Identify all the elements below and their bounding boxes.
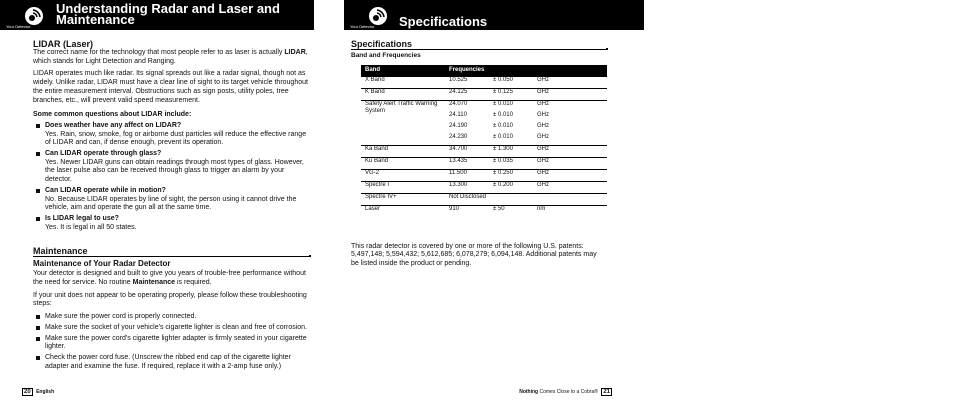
bullet-icon	[36, 189, 40, 193]
bullet-icon	[36, 326, 40, 330]
list-item: Make sure the socket of your vehicle's cigarette lighter is clean and free of corrosion.	[33, 324, 309, 333]
left-header-bar	[0, 0, 314, 30]
lidar-paragraph-1: The correct name for the technology that most people refer to as laser is actually LIDAR, which stands for Light Detection and Ranging.	[33, 49, 308, 65]
maintenance-subheading: Maintenance of Your Radar Detector	[33, 259, 171, 269]
right-content	[351, 39, 606, 273]
rule-dot	[606, 48, 608, 50]
unit-cell: GHz	[537, 76, 549, 83]
frequency-cell: 13.435	[445, 157, 489, 169]
table-row	[361, 88, 607, 100]
page-title: Specifications	[399, 14, 488, 29]
band-cell: Spectre I	[361, 181, 445, 193]
frequency-cell: 13.300	[445, 181, 489, 193]
band-cell: Safety Alert Traffic Warning System	[361, 100, 445, 145]
table-header-row	[361, 65, 607, 77]
page-number: 20	[24, 389, 31, 395]
badge-label: Your Detector	[350, 24, 375, 29]
frequency-cell: 34.700	[445, 145, 489, 157]
patent-notice: This radar detector is covered by one or more of the following U.S. patents: 5,497,148; 5,594,432; 5,612,685; 6,078,279; 6,094,148. Additional patents may be listed inside the product or pending.	[351, 242, 597, 268]
frequency-cell: 11.500	[445, 169, 489, 181]
specifications-rule	[351, 39, 606, 50]
tolerance-cell: ± 0.010	[493, 111, 513, 118]
table-row	[361, 100, 607, 112]
table-row	[361, 145, 607, 157]
faq-item: Is LIDAR legal to use? Yes. It is legal in all 50 states.	[33, 215, 309, 232]
unit-cell: GHz	[533, 169, 607, 181]
tolerance-cell: ± 1.300	[489, 145, 533, 157]
list-item: Make sure the power cord's cigarette lighter adapter is firmly seated in your cigarette lighter.	[33, 335, 309, 352]
band-cell: X Band	[365, 76, 385, 83]
table-row	[361, 169, 607, 181]
band-cell: Ku Band	[361, 157, 445, 169]
maintenance-rule	[33, 246, 309, 257]
frequency-cell: 24.125	[445, 88, 489, 100]
unit-cell: GHz	[537, 122, 549, 129]
left-content	[33, 39, 309, 373]
faq-item: Does weather have any affect on LIDAR? Yes. Rain, snow, smoke, fog or airborne dust particles will reduce the effective range of LIDAR and can, if dense enough, prevent its operation.	[33, 122, 309, 148]
band-cell: Spectre IV+	[361, 193, 445, 205]
unit-cell: GHz	[537, 133, 549, 140]
tolerance-cell: ± 0.010	[493, 133, 513, 140]
left-footer	[20, 388, 54, 396]
frequency-cell: Not Disclosed	[445, 193, 607, 205]
tolerance-cell: ± 0.250	[489, 169, 533, 181]
table-row	[361, 205, 607, 217]
unit-cell: GHz	[537, 111, 549, 118]
bullet-icon	[36, 356, 40, 360]
table-row	[361, 77, 607, 89]
right-page	[344, 0, 644, 420]
band-subheading: Band and Frequencies	[351, 52, 421, 59]
table-row	[361, 181, 607, 193]
table-row	[361, 157, 607, 169]
tolerance-cell: ± 0.050	[493, 76, 513, 83]
frequency-cell: 24.230	[449, 133, 468, 140]
unit-cell: GHz	[533, 88, 607, 100]
page-number: 21	[603, 389, 610, 395]
page-title: Understanding Radar and Laser and Maintenance	[56, 1, 280, 27]
specifications-heading: Specifications	[351, 39, 413, 49]
band-cell: Laser	[361, 205, 445, 217]
faq-item: Can LIDAR operate through glass? Yes. Newer LIDAR guns can obtain readings through most types of glass. However, the laser pulse also can be received through glass to trigger an alarm by your detector.	[33, 150, 309, 185]
table-row	[361, 193, 607, 205]
right-header-bar	[344, 0, 644, 30]
unit-cell: GHz	[533, 157, 607, 169]
footer-tagline: Nothing Comes Close to a Cobra®	[519, 389, 598, 395]
maintenance-heading: Maintenance	[33, 246, 88, 257]
troubleshooting-list	[33, 313, 309, 371]
unit-cell: GHz	[533, 100, 607, 112]
bullet-icon	[36, 124, 40, 128]
frequency-cell: 910	[445, 205, 489, 217]
detector-badge-icon	[25, 7, 43, 25]
tolerance-cell: ± 0.010	[493, 122, 513, 129]
bullet-icon	[36, 217, 40, 221]
bullet-icon	[36, 315, 40, 319]
column-header-frequencies: Frequencies	[445, 65, 607, 77]
tolerance-cell: ± 0.010	[489, 100, 533, 112]
maintenance-paragraph-1: Your detector is designed and built to give you years of trouble-free performance without the need for service. No routine Maintenance is required.	[33, 270, 306, 287]
band-cell: K Band	[361, 88, 445, 100]
faq-heading: Some common questions about LIDAR include:	[33, 111, 192, 119]
right-footer	[519, 388, 614, 396]
tolerance-cell: ± 0.125	[489, 88, 533, 100]
tolerance-cell: ± 0.035	[489, 157, 533, 169]
faq-item: Can LIDAR operate while in motion? No. Because LIDAR operates by line of sight, the person using it cannot drive the vehicle, aim and operate the gun all at the same time.	[33, 187, 309, 213]
tolerance-cell: ± 50	[489, 205, 533, 217]
footer-language: English	[36, 389, 55, 395]
left-page	[0, 0, 314, 420]
tolerance-cell: ± 0.200	[489, 181, 533, 193]
badge-label: Your Detector	[6, 24, 31, 29]
frequency-cell: 24.070	[445, 100, 489, 112]
band-cell: VG-2	[361, 169, 445, 181]
unit-cell: GHz	[533, 181, 607, 193]
rule-dot	[309, 255, 311, 257]
list-item: Check the power cord fuse. (Unscrew the ribbed end cap of the cigarette lighter adapter and examine the fuse. If required, replace it with a 2-amp fuse only.)	[33, 354, 309, 371]
maintenance-paragraph-2: If your unit does not appear to be operating properly, please follow these troubleshooting steps:	[33, 291, 307, 308]
frequency-cell: 24.110	[449, 111, 467, 118]
list-item: Make sure the power cord is properly connected.	[33, 313, 309, 322]
lidar-heading: LIDAR (Laser)	[33, 39, 94, 49]
bullet-icon	[36, 152, 40, 156]
faq-list	[33, 122, 309, 232]
bullet-icon	[36, 337, 40, 341]
frequency-cell: 24.190	[449, 122, 468, 129]
band-cell: Ka Band	[361, 145, 445, 157]
detector-badge-icon	[369, 7, 387, 25]
unit-cell: GHz	[533, 145, 607, 157]
frequency-table	[361, 65, 607, 217]
column-header-band: Band	[361, 65, 445, 77]
frequency-cell: 10.525	[449, 76, 468, 83]
lidar-paragraph-2: LIDAR operates much like radar. Its signal spreads out like a radar signal, though not as widely. Unlike radar, LIDAR must have a clear line of sight to its target vehicle throughout the entire measurement interval. Obstructions such as sign posts, utility poles, tree branches, etc., will prevent valid speed measurement.	[33, 70, 308, 104]
unit-cell: nm	[533, 205, 607, 217]
